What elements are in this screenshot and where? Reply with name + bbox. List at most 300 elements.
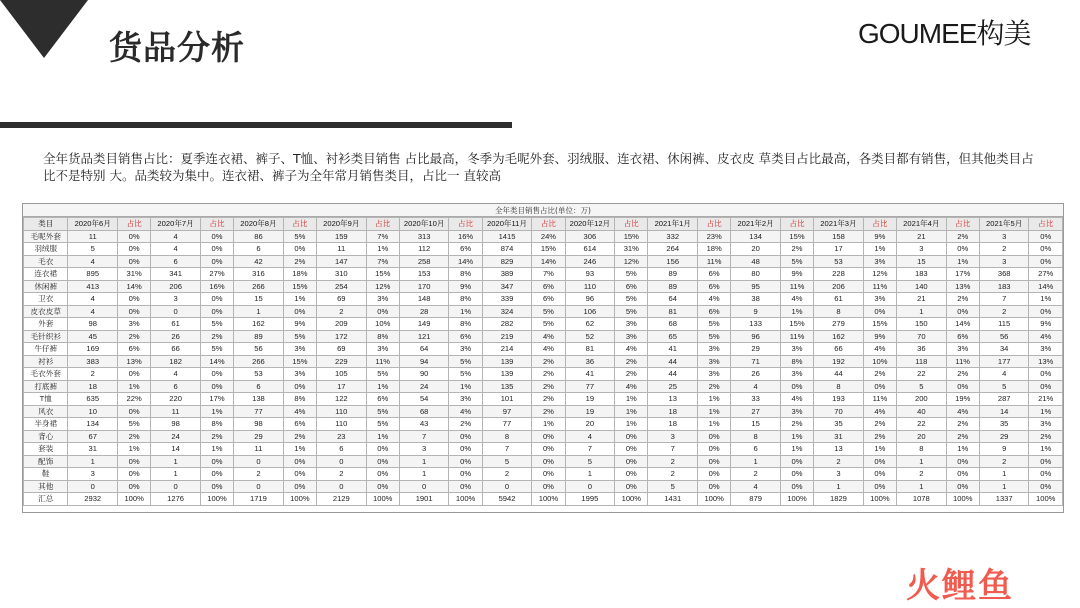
table-cell: 9% [780, 268, 813, 281]
table-cell: 1% [946, 443, 979, 456]
table-cell: 1% [283, 443, 316, 456]
table-cell: 5% [532, 305, 565, 318]
table-cell: 2932 [68, 493, 118, 506]
table-cell: 21 [897, 230, 947, 243]
table-cell: 8% [449, 293, 482, 306]
table-cell: 1% [615, 418, 648, 431]
table-cell: 1% [449, 380, 482, 393]
table-cell: 3% [780, 405, 813, 418]
row-category: 羽绒服 [24, 243, 68, 256]
table-cell: 54 [399, 393, 449, 406]
table-cell: 2 [979, 243, 1029, 256]
table-cell: 64 [399, 343, 449, 356]
table-row [24, 368, 1063, 381]
table-cell: 11% [863, 280, 896, 293]
table-cell: 97 [482, 405, 532, 418]
row-category: 皮衣皮草 [24, 305, 68, 318]
table-cell: 193 [814, 393, 864, 406]
table-cell: 2% [946, 293, 979, 306]
table-cell: 0% [117, 243, 150, 256]
page-title: 货品分析 [109, 28, 245, 67]
table-cell: 614 [565, 243, 615, 256]
row-category: 风衣 [24, 405, 68, 418]
table-cell: 6% [698, 305, 731, 318]
table-cell: 5% [283, 230, 316, 243]
table-cell: 48 [731, 255, 781, 268]
table-cell: 24% [532, 230, 565, 243]
table-cell: 2% [283, 430, 316, 443]
table-cell: 2% [117, 430, 150, 443]
table-cell: 23% [698, 230, 731, 243]
table-cell: 56 [234, 343, 284, 356]
table-cell: 61 [814, 293, 864, 306]
table-cell: 53 [234, 368, 284, 381]
table-cell: 1% [117, 380, 150, 393]
table-cell: 3% [615, 330, 648, 343]
table-cell: 1 [565, 468, 615, 481]
table-row [24, 305, 1063, 318]
table-cell: 2% [532, 380, 565, 393]
table-cell: 14% [117, 280, 150, 293]
header-month: 2021年5月 [979, 218, 1029, 231]
table-cell: 0% [532, 480, 565, 493]
table-cell: 7 [399, 430, 449, 443]
table-cell: 246 [565, 255, 615, 268]
table-cell: 0% [200, 243, 233, 256]
table-cell: 13% [117, 355, 150, 368]
table-cell: 0% [117, 405, 150, 418]
header-month: 2021年3月 [814, 218, 864, 231]
table-cell: 29 [731, 343, 781, 356]
table-cell: 17 [317, 380, 367, 393]
table-cell: 100% [532, 493, 565, 506]
table-cell: 0% [780, 380, 813, 393]
table-cell: 266 [234, 355, 284, 368]
table-cell: 8 [482, 430, 532, 443]
table-row [24, 355, 1063, 368]
table-cell: 98 [234, 418, 284, 431]
table-cell: 110 [565, 280, 615, 293]
table-cell: 206 [814, 280, 864, 293]
table-cell: 1901 [399, 493, 449, 506]
table-cell: 26 [731, 368, 781, 381]
table-cell: 15% [366, 268, 399, 281]
table-cell: 3 [814, 468, 864, 481]
table-cell: 1% [780, 443, 813, 456]
table-cell: 4% [698, 293, 731, 306]
table-cell: 3% [283, 343, 316, 356]
table-cell: 3 [68, 468, 118, 481]
header-month: 2020年8月 [234, 218, 284, 231]
table-cell: 19% [946, 393, 979, 406]
table-cell: 4 [565, 430, 615, 443]
table-cell: 22 [897, 368, 947, 381]
table-cell: 192 [814, 355, 864, 368]
table-cell: 383 [68, 355, 118, 368]
table-cell: 1% [698, 405, 731, 418]
table-cell: 105 [317, 368, 367, 381]
table-cell: 31 [814, 430, 864, 443]
table-cell: 306 [565, 230, 615, 243]
table-cell: 11 [68, 230, 118, 243]
table-row [24, 330, 1063, 343]
table-cell: 11% [780, 330, 813, 343]
table-cell: 90 [399, 368, 449, 381]
table-cell: 2 [979, 455, 1029, 468]
table-cell: 0% [200, 368, 233, 381]
table-cell: 45 [68, 330, 118, 343]
table-cell: 0% [698, 430, 731, 443]
table-cell: 0% [200, 255, 233, 268]
table-cell: 2% [1029, 430, 1063, 443]
table-cell: 0% [698, 455, 731, 468]
table-cell: 100% [1029, 493, 1063, 506]
table-cell: 26 [151, 330, 201, 343]
row-category: 汇总 [24, 493, 68, 506]
header-share: 占比 [532, 218, 565, 231]
table-cell: 5% [615, 268, 648, 281]
table-cell: 21% [1029, 393, 1063, 406]
table-cell: 4% [532, 343, 565, 356]
table-cell: 2% [283, 255, 316, 268]
table-cell: 3 [979, 255, 1029, 268]
table-cell: 95 [731, 280, 781, 293]
table-cell: 0% [946, 305, 979, 318]
table-cell: 6% [117, 343, 150, 356]
header-share: 占比 [615, 218, 648, 231]
table-cell: 134 [68, 418, 118, 431]
table-cell: 8 [731, 430, 781, 443]
table-cell: 266 [234, 280, 284, 293]
table-row [24, 380, 1063, 393]
table-cell: 9 [979, 443, 1029, 456]
table-cell: 56 [979, 330, 1029, 343]
table-cell: 3% [615, 318, 648, 331]
table-cell: 0% [283, 468, 316, 481]
table-cell: 89 [648, 280, 698, 293]
table-cell: 2129 [317, 493, 367, 506]
table-cell: 279 [814, 318, 864, 331]
table-cell: 100% [863, 493, 896, 506]
table-cell: 1% [698, 393, 731, 406]
table-cell: 1 [399, 468, 449, 481]
table-cell: 0% [532, 430, 565, 443]
table-cell: 139 [482, 368, 532, 381]
table-cell: 8% [449, 318, 482, 331]
table-cell: 183 [979, 280, 1029, 293]
brand-logo: GOUMEE构美 [858, 18, 1031, 49]
table-cell: 5 [648, 480, 698, 493]
corner-triangle-decoration [0, 0, 90, 60]
header-share: 占比 [117, 218, 150, 231]
table-cell: 895 [68, 268, 118, 281]
table-cell: 3% [780, 343, 813, 356]
table-cell: 2% [946, 418, 979, 431]
table-cell: 6% [283, 418, 316, 431]
row-category: 打底裤 [24, 380, 68, 393]
row-category: 毛呢外套 [24, 230, 68, 243]
table-header-row [24, 218, 1063, 231]
table-cell: 70 [814, 405, 864, 418]
table-cell: 5% [449, 355, 482, 368]
table-cell: 21 [897, 293, 947, 306]
table-cell: 2 [482, 468, 532, 481]
table-cell: 200 [897, 393, 947, 406]
table-cell: 29 [979, 430, 1029, 443]
table-cell: 258 [399, 255, 449, 268]
table-cell: 0% [449, 430, 482, 443]
table-cell: 35 [979, 418, 1029, 431]
table-cell: 35 [814, 418, 864, 431]
row-category: 配饰 [24, 455, 68, 468]
table-cell: 2% [200, 330, 233, 343]
table-cell: 10% [366, 318, 399, 331]
table-cell: 148 [399, 293, 449, 306]
table-cell: 0 [151, 305, 201, 318]
table-row [24, 443, 1063, 456]
header-month: 2021年2月 [731, 218, 781, 231]
table-cell: 106 [565, 305, 615, 318]
table-cell: 1% [863, 443, 896, 456]
table-cell: 1% [532, 418, 565, 431]
table-cell: 100% [366, 493, 399, 506]
table-cell: 27% [200, 268, 233, 281]
table-cell: 229 [317, 355, 367, 368]
table-cell: 149 [399, 318, 449, 331]
table-cell: 172 [317, 330, 367, 343]
table-cell: 5942 [482, 493, 532, 506]
table-cell: 70 [897, 330, 947, 343]
table-cell: 347 [482, 280, 532, 293]
table-cell: 0% [780, 468, 813, 481]
table-cell: 4 [151, 368, 201, 381]
table-cell: 1 [897, 455, 947, 468]
table-cell: 28 [399, 305, 449, 318]
table-cell: 3 [648, 430, 698, 443]
table-cell: 1 [68, 455, 118, 468]
table-cell: 0% [117, 293, 150, 306]
table-cell: 5% [698, 330, 731, 343]
table-cell: 68 [399, 405, 449, 418]
table-cell: 1% [698, 418, 731, 431]
table-cell: 0% [283, 455, 316, 468]
table-cell: 69 [317, 293, 367, 306]
table-cell: 100% [200, 493, 233, 506]
table-cell: 0 [68, 480, 118, 493]
table-cell: 4% [615, 380, 648, 393]
table-cell: 7% [366, 255, 399, 268]
header-month: 2021年4月 [897, 218, 947, 231]
table-cell: 0 [234, 480, 284, 493]
table-cell: 4% [863, 343, 896, 356]
table-cell: 2% [449, 418, 482, 431]
table-cell: 96 [731, 330, 781, 343]
table-cell: 0% [946, 480, 979, 493]
table-cell: 341 [151, 268, 201, 281]
table-cell: 19 [565, 405, 615, 418]
table-cell: 0% [615, 443, 648, 456]
table-cell: 1% [615, 405, 648, 418]
table-cell: 5% [200, 343, 233, 356]
table-cell: 2% [200, 430, 233, 443]
table-cell: 209 [317, 318, 367, 331]
table-cell: 0% [449, 480, 482, 493]
table-cell: 1 [731, 455, 781, 468]
table-cell: 4 [979, 368, 1029, 381]
table-cell: 220 [151, 393, 201, 406]
table-cell: 77 [234, 405, 284, 418]
row-category: 连衣裙 [24, 268, 68, 281]
table-cell: 1% [200, 405, 233, 418]
table-cell: 7% [366, 230, 399, 243]
table-row [24, 343, 1063, 356]
table-cell: 1% [449, 305, 482, 318]
table-cell: 182 [151, 355, 201, 368]
table-cell: 31% [615, 243, 648, 256]
table-cell: 133 [731, 318, 781, 331]
table-cell: 115 [979, 318, 1029, 331]
table-cell: 4% [946, 405, 979, 418]
table-cell: 332 [648, 230, 698, 243]
table-cell: 98 [151, 418, 201, 431]
table-cell: 134 [731, 230, 781, 243]
table-cell: 2 [897, 468, 947, 481]
table-cell: 0% [698, 468, 731, 481]
table-cell: 17% [200, 393, 233, 406]
table-cell: 3% [117, 318, 150, 331]
row-category: 其他 [24, 480, 68, 493]
table-cell: 1078 [897, 493, 947, 506]
table-cell: 264 [648, 243, 698, 256]
table-cell: 3% [283, 368, 316, 381]
table-cell: 310 [317, 268, 367, 281]
table-cell: 2 [648, 468, 698, 481]
table-cell: 100% [117, 493, 150, 506]
table-cell: 2% [863, 368, 896, 381]
table-cell: 0% [863, 455, 896, 468]
table-cell: 0% [449, 468, 482, 481]
table-cell: 4% [532, 330, 565, 343]
table-row [24, 405, 1063, 418]
table-cell: 2% [615, 355, 648, 368]
table-cell: 5% [698, 318, 731, 331]
row-category: T恤 [24, 393, 68, 406]
table-cell: 4 [151, 243, 201, 256]
table-cell: 118 [897, 355, 947, 368]
watermark-logo: 火鲤鱼 [906, 566, 1014, 606]
table-cell: 8 [814, 380, 864, 393]
table-cell: 0% [1029, 468, 1063, 481]
table-cell: 0% [615, 480, 648, 493]
table-cell: 1 [151, 468, 201, 481]
header-share: 占比 [449, 218, 482, 231]
table-cell: 9% [449, 280, 482, 293]
table-cell: 6 [234, 380, 284, 393]
table-cell: 3% [1029, 418, 1063, 431]
table-cell: 29 [234, 430, 284, 443]
table-cell: 15% [780, 318, 813, 331]
table-cell: 9% [863, 330, 896, 343]
table-cell: 34 [979, 343, 1029, 356]
table-cell: 14% [200, 355, 233, 368]
analysis-description: 全年货品类目销售占比：夏季连衣裙、裤子、T恤、衬衫类目销售 占比最高，冬季为毛呢外套、羽绒服、连衣裙、休闲裤、皮衣皮 草类目占比最高，各类目都有销售，但其他类目占比不是特别 大。品类较为集中。连衣裙、裤子为全年常月销售类目，占比一 直较高 [43, 151, 1034, 183]
header-share: 占比 [863, 218, 896, 231]
table-cell: 0% [200, 380, 233, 393]
table-row [24, 393, 1063, 406]
table-row [24, 455, 1063, 468]
table-cell: 100% [283, 493, 316, 506]
table-cell: 0% [200, 455, 233, 468]
table-cell: 8% [449, 268, 482, 281]
table-cell: 0% [532, 468, 565, 481]
table-cell: 4 [151, 230, 201, 243]
table-cell: 2% [946, 368, 979, 381]
header-month: 2020年11月 [482, 218, 532, 231]
table-cell: 81 [648, 305, 698, 318]
table-cell: 3% [863, 255, 896, 268]
table-cell: 14% [1029, 280, 1063, 293]
table-cell: 2% [532, 405, 565, 418]
table-cell: 214 [482, 343, 532, 356]
table-cell: 0% [946, 455, 979, 468]
table-cell: 5% [283, 330, 316, 343]
table-cell: 1829 [814, 493, 864, 506]
table-cell: 40 [897, 405, 947, 418]
table-cell: 1% [780, 430, 813, 443]
table-row [24, 230, 1063, 243]
table-cell: 77 [565, 380, 615, 393]
table-cell: 413 [68, 280, 118, 293]
table-cell: 0% [532, 455, 565, 468]
table-cell: 2 [317, 468, 367, 481]
table-cell: 2% [532, 368, 565, 381]
table-cell: 112 [399, 243, 449, 256]
table-cell: 2 [979, 305, 1029, 318]
table-cell: 22% [117, 393, 150, 406]
table-cell: 0% [780, 455, 813, 468]
table-cell: 4% [283, 405, 316, 418]
table-cell: 1% [863, 243, 896, 256]
table-cell: 2% [863, 418, 896, 431]
table-cell: 0% [449, 455, 482, 468]
table-cell: 11% [863, 393, 896, 406]
table-cell: 2% [532, 355, 565, 368]
table-cell: 6% [449, 330, 482, 343]
table-cell: 0% [946, 243, 979, 256]
table-cell: 14% [946, 318, 979, 331]
row-category: 衬衫 [24, 355, 68, 368]
table-cell: 0% [283, 305, 316, 318]
table-cell: 81 [565, 343, 615, 356]
table-cell: 0% [863, 468, 896, 481]
table-cell: 9% [1029, 318, 1063, 331]
table-cell: 14 [151, 443, 201, 456]
table-cell: 1% [366, 380, 399, 393]
table-cell: 1 [399, 455, 449, 468]
table-cell: 93 [565, 268, 615, 281]
table-cell: 8% [283, 393, 316, 406]
table-cell: 0% [117, 480, 150, 493]
table-cell: 6% [532, 280, 565, 293]
table-cell: 0% [366, 305, 399, 318]
table-row [24, 293, 1063, 306]
table-cell: 7 [979, 293, 1029, 306]
table-cell: 219 [482, 330, 532, 343]
table-cell: 4 [731, 380, 781, 393]
table-cell: 15% [863, 318, 896, 331]
table-row [24, 268, 1063, 281]
table-cell: 18 [648, 418, 698, 431]
